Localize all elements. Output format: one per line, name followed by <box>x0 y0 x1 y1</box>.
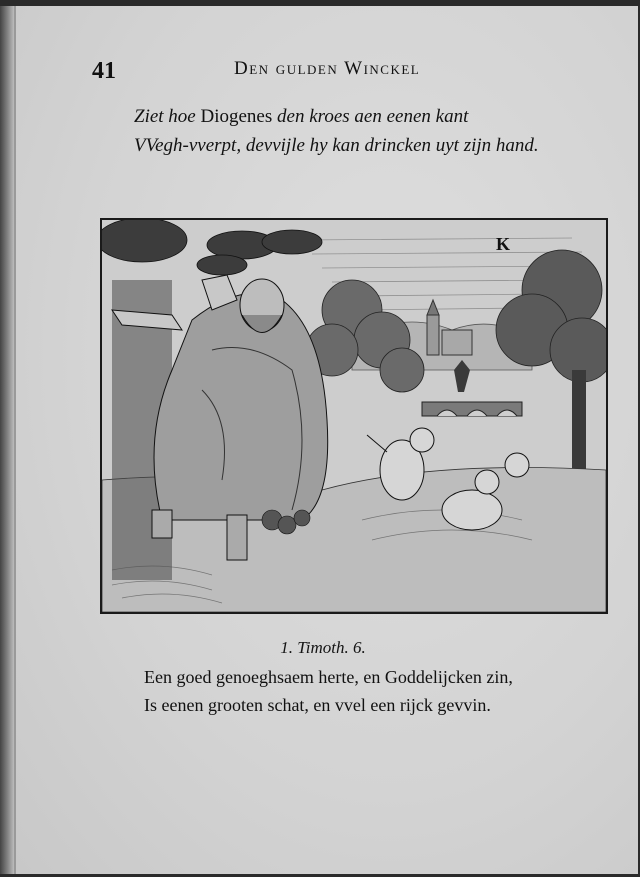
verse-bottom <box>144 663 604 719</box>
verse-top-line-1 <box>134 102 614 131</box>
plate-letter: K <box>495 234 510 254</box>
page-number: 41 <box>92 58 116 84</box>
verse-top-line-2: VVegh-vverpt, devvijle hy kan drincken uyt zijn hand. <box>134 135 539 156</box>
citation-text: 1. Timoth. 6. <box>280 638 366 657</box>
verse-top <box>134 102 614 160</box>
engraving-illustration <box>100 218 608 614</box>
running-title: Den gulden Winckel <box>234 58 421 79</box>
scripture-citation <box>16 638 638 658</box>
engraving-drawing <box>102 220 606 612</box>
book-page <box>14 6 638 874</box>
verse-bottom-line-2: Is eenen grooten schat, en vvel een rijck gevvin. <box>144 695 491 715</box>
verse-top-line-1-c: den kroes aen eenen kant <box>272 106 469 127</box>
book-spine <box>0 6 14 874</box>
verse-top-line-1-a: Ziet hoe <box>134 106 201 127</box>
verse-top-line-1-name: Diogenes <box>200 106 273 127</box>
page-header <box>16 52 638 82</box>
verse-bottom-line-1: Een goed genoeghsaem herte, en Goddelijcken zin, <box>144 667 513 687</box>
